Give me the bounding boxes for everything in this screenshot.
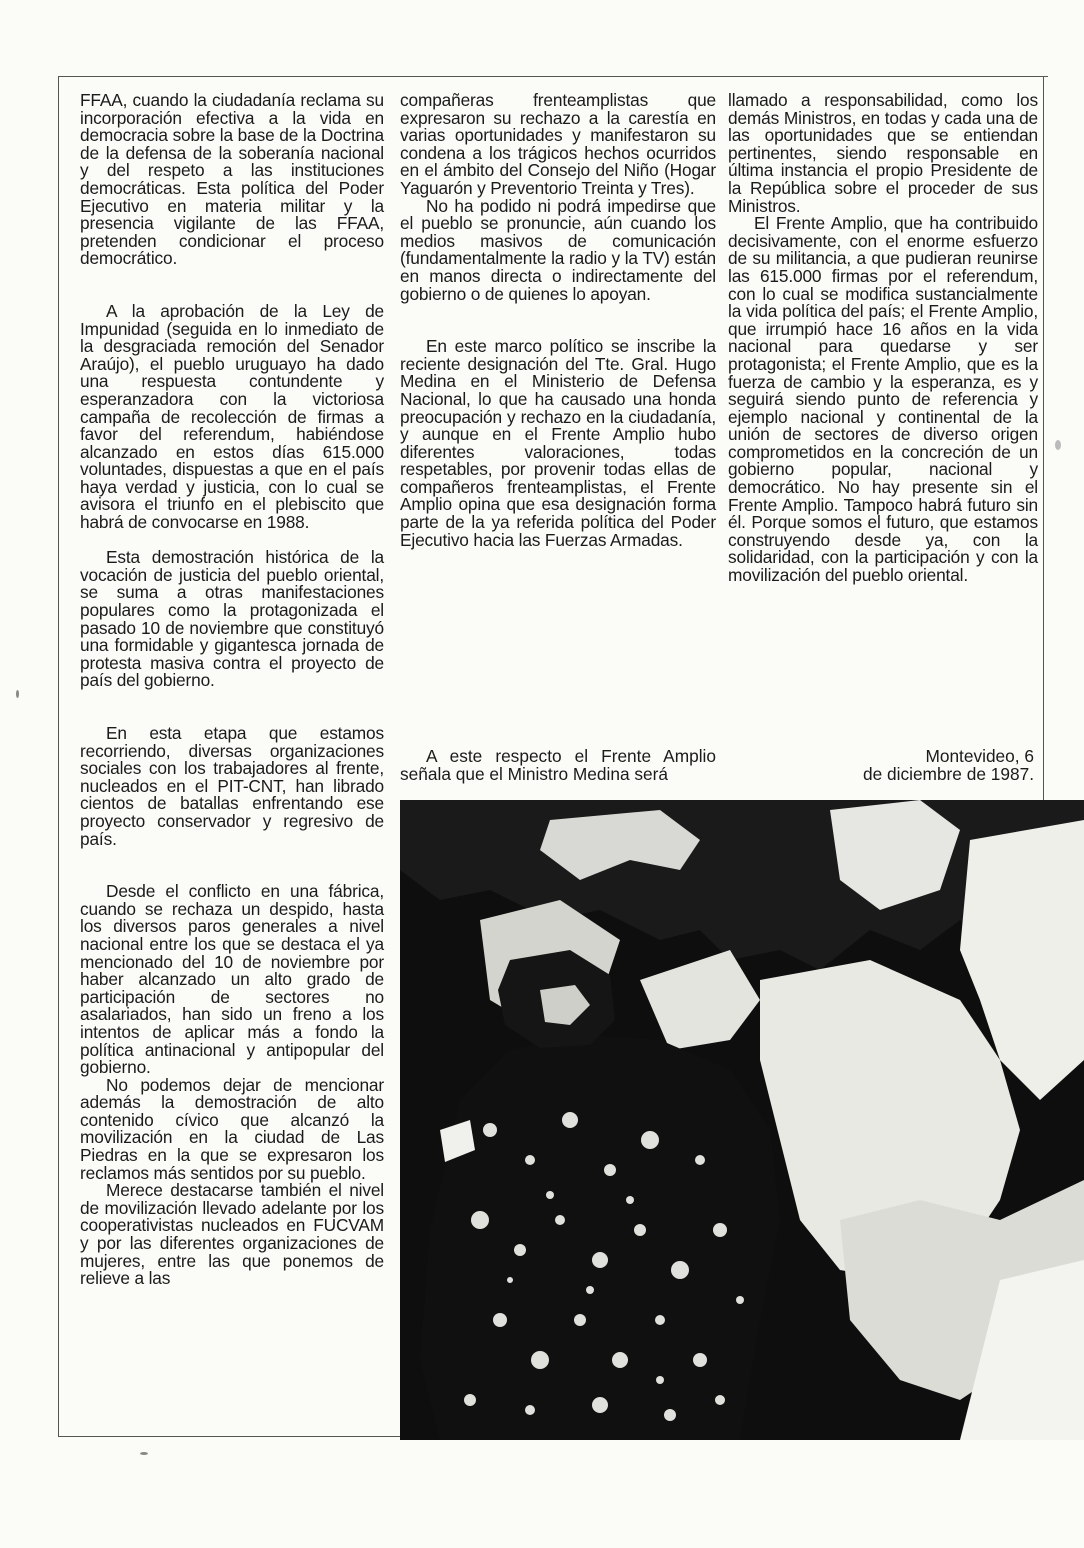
paragraph: El Frente Amplio, que ha contribuido decisivamente, con el enorme esfuerzo de su militancia, a que pudieran reunirse las 615.000 firmas por el referendum, con lo cual se modifica sustancialmente la vida política del país; el Frente Amplio, que irrumpió hace 16 años en la vida nacional para quedarse y ser protagonista; el Frente Amplio, que es la fuerza de cambio y la esperanza, es y seguirá siendo punto de referencia y ejemplo nacional y continental de la unión de sectores de diverso origen comprometidos en la concreción de un gobierno popular, nacional y democrático. No hay presente sin el Frente Amplio. Tampoco habrá futuro sin él. Porque somos el futuro, que estamos construyendo desde ya, con la solidaridad, con la participación y con la movilización del pueblo oriental. xyxy=(728,213,1038,586)
paragraph: A la aprobación de la Ley de Impunidad (seguida en lo inmediato de la desgraciada remoción del Senador Araújo), el pueblo uruguayo ha dado una respuesta contundente y esperanzadora con la victoriosa campaña de recolección de firmas a favor del referendum, habiéndose alcanzado en estos días 615.000 voluntades, dispuestas a que en el país haya verdad y justicia, con lo cual se avisora el triunfo en el plebiscito que habrá de convocarse en 1988. xyxy=(80,300,384,533)
paragraph: En esta etapa que estamos recorriendo, diversas organizaciones sociales con los trabajadores al frente, nucleados en el PIT-CNT, han librado cientos de batallas enfrentando ese proyecto conservador y regresivo de país. xyxy=(80,723,384,849)
paragraph: No podemos dejar de mencionar además la demostración de alto contenido cívico que alcanzó la movilización en la ciudad de Las Piedras en la que se expresaron los reclamos más sentidos por su pueblo. xyxy=(80,1074,384,1183)
dateline-line-2: de diciembre de 1987. xyxy=(862,763,1034,784)
page-frame-right-rule xyxy=(1043,76,1044,806)
paragraph: No ha podido ni podrá impedirse que el pueblo se pronuncie, aún cuando los medios masivos de comunicación (fundamentalmente la radio y la TV) están en manos directa o indirectamente del gobierno o de quienes lo apoyan. xyxy=(400,195,716,304)
article-column-1 xyxy=(80,92,384,1288)
paragraph: Esta demostración histórica de la vocación de justicia del pueblo oriental, se suma a otras manifestaciones populares como la protagonizada el pasado 10 de noviembre que constituyó una formidable y gigantesca jornada de protesta masiva contra el proyecto de país del gobierno. xyxy=(80,547,384,691)
paragraph: Desde el conflicto en una fábrica, cuando se rechaza un despido, hasta los diversos paros generales a nivel nacional entre los que se destaca el ya mencionado del 10 de noviembre por haber alcanzado un alto grado de participación de sectores no asalariados, han sido un freno a los intentos de aplicar más a fondo la política antinacional y antipopular del gobierno. xyxy=(80,881,384,1078)
article-column-3 xyxy=(728,92,1038,585)
page-frame-left-rule xyxy=(58,76,59,1436)
paragraph: FFAA, cuando la ciudadanía reclama su incorporación efectiva a la vida en democracia sobre la base de la Doctrina de la defensa de la soberanía nacional y del respeto a las instituciones democráticas. Esta política del Poder Ejecutivo en materia militar y la presencia vigilante de las FFAA, pretenden condicionar el proceso democrático. xyxy=(80,90,384,269)
page-speck xyxy=(16,690,19,698)
page-speck xyxy=(140,1452,148,1455)
article-column-2 xyxy=(400,92,716,549)
paragraph: En este marco político se inscribe la reciente designación del Tte. Gral. Hugo Medina en el Ministerio de Defensa Nacional, lo que ha causado una honda preocupación y rechazo en la ciudadanía, y aunque en el Frente Amplio hubo diferentes valoraciones, todas respetables, por provenir todas ellas de compañeros frenteamplistas, el Frente Amplio opina que esa designación forma parte de la ya referida política del Poder Ejecutivo hacia las Fuerzas Armadas. xyxy=(400,336,716,550)
paragraph: Merece destacarse también el nivel de movilización llevado adelante por los cooperativistas nucleados en FUCVAM y por las diferentes organizaciones de mujeres, entre las que ponemos de relieve a las xyxy=(80,1180,384,1289)
article-column-2-closing xyxy=(400,748,716,783)
dateline-signature xyxy=(800,748,1034,783)
page-frame-top-rule xyxy=(58,76,1048,77)
paragraph: compañeras frenteamplistas que expresaron su rechazo a la carestía en varias oportunidades y manifestaron su condena a los trágicos hechos ocurridos en el ámbito del Consejo del Niño (Hogar Yaguarón y Preventorio Treinta y Tres). xyxy=(400,90,716,198)
paragraph: llamado a responsabilidad, como los demás Ministros, en todas y cada una de las oportunidades que se entiendan pertinentes, siendo responsable en última instancia el propio Presidente de la República sobre el proceder de sus Ministros. xyxy=(728,90,1038,216)
paragraph: A este respecto el Frente Amplio señala que el Ministro Medina será xyxy=(400,746,716,784)
dateline-line-1: Montevideo, 6 xyxy=(925,746,1034,766)
page-speck xyxy=(1055,440,1061,450)
news-photo-soldier xyxy=(400,800,1084,1440)
